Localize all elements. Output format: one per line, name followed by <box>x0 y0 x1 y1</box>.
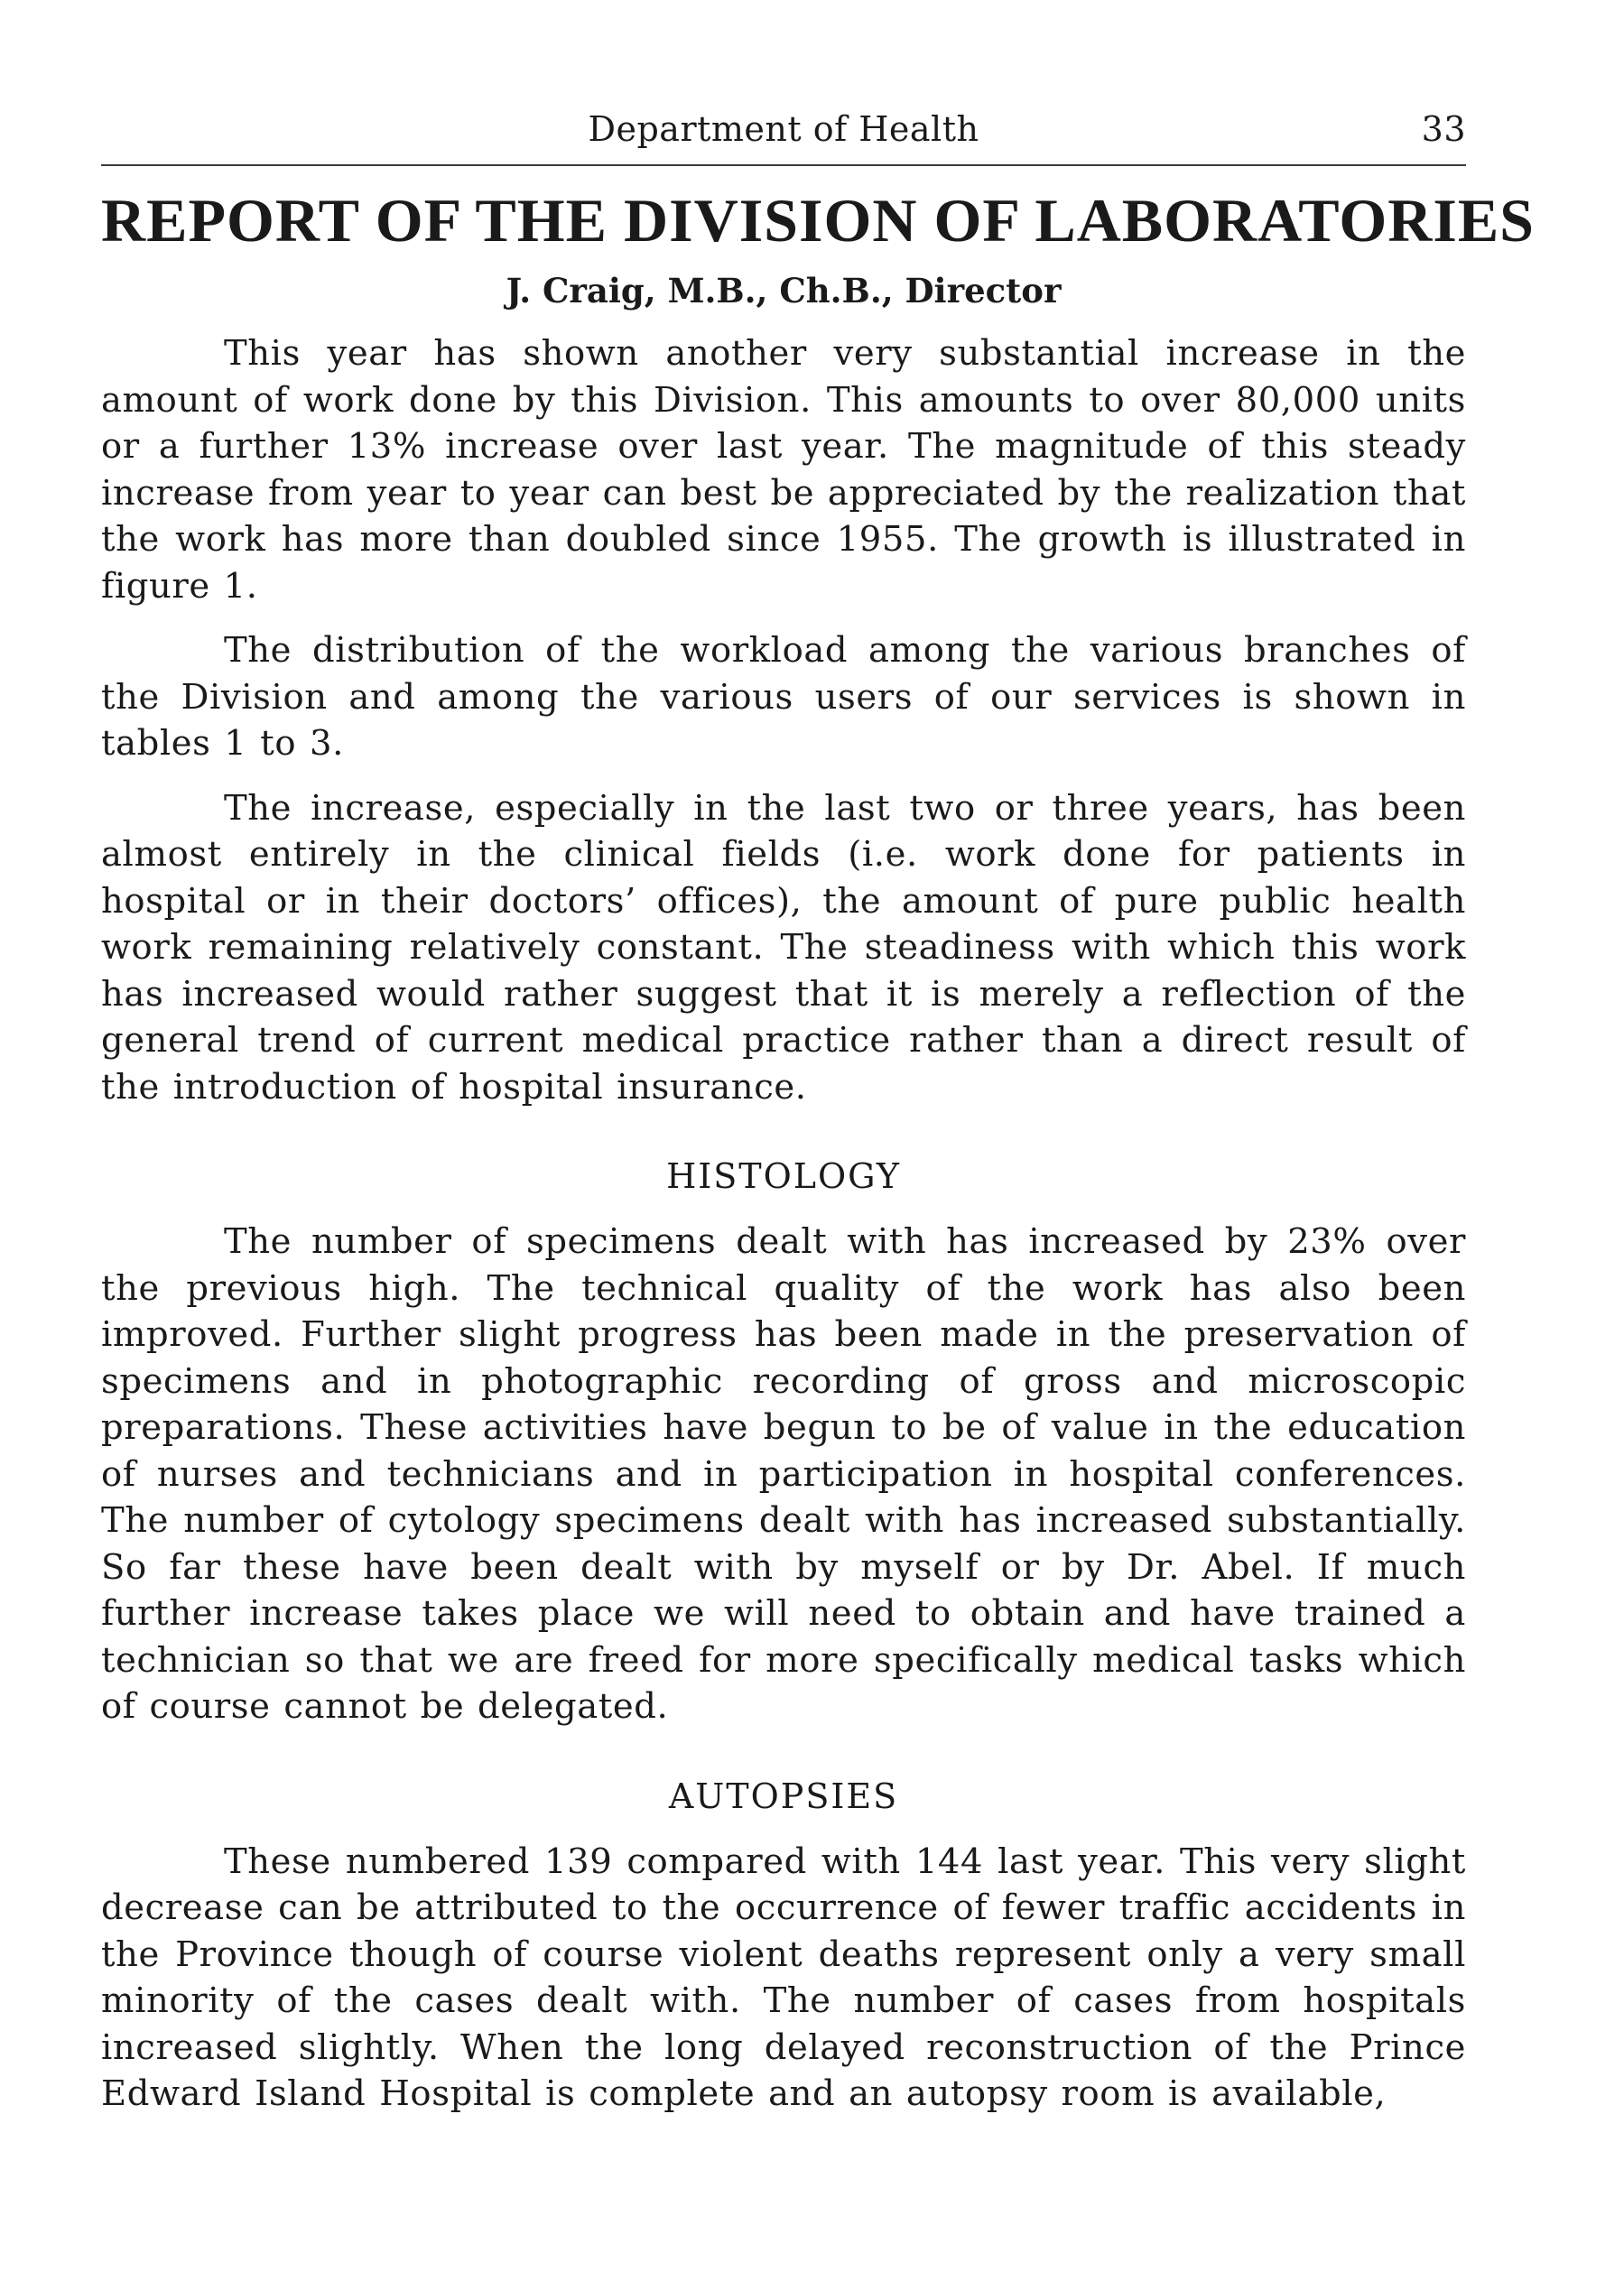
histology-paragraph: The number of specimens dealt with has increased by 23% over the previous high. The technical quality of the work has also been improved. Further slight progress has been made in the preservation of specimens and in photographic recording of gross and microscopic preparations. These activities have begun to be of value in the education of nurses and technicians and in participation in hospital conferences. The number of cytology specimens dealt with has increased substantially. So far these have been dealt with by myself or by Dr. Abel. If much further increase takes place we will need to obtain and have trained a technician so that we are freed for more specifically medical tasks which of course cannot be delegated. <box>101 1221 1466 1727</box>
autopsies-paragraph: These numbered 139 compared with 144 last year. This very slight decrease can be attributed to the occurrence of fewer traffic accidents in the Province though of course violent deaths represent only a very small minority of the cases dealt with. The number of cases from hospitals increased slightly. When the long delayed reconstruction of the Prince Edward Island Hospital is complete and an autopsy room is available, <box>101 1841 1466 2114</box>
running-header <box>101 107 1466 152</box>
page-number: 33 <box>1421 109 1466 149</box>
running-header-title: Department of Health <box>588 109 979 149</box>
section-heading-autopsies: AUTOPSIES <box>668 1776 899 1816</box>
header-rule <box>101 164 1466 166</box>
intro-paragraph: This year has shown another very substantial increase in the amount of work done by this Division. This amounts to over 80,000 units or a further 13% increase over last year. The magnitude of this steady increase from year to year can best be appreciated by the realization that the work has more than doubled since 1955. The growth is illustrated in figure 1. <box>101 333 1466 607</box>
intro-paragraph: The increase, especially in the last two or three years, has been almost entirely in the clinical fields (i.e. work done for patients in hospital or in their doctors’ offices), the amount of pure public health work remaining relatively constant. The steadiness with which this work has increased would rather suggest that it is merely a reflection of the general trend of current medical practice rather than a direct result of the introduction of hospital insurance. <box>101 787 1466 1108</box>
section-heading-histology: HISTOLOGY <box>666 1156 901 1196</box>
document-page <box>101 107 1535 2136</box>
intro-paragraph: The distribution of the workload among the various branches of the Division and among the various users of our services is shown in tables 1 to 3. <box>101 630 1466 764</box>
report-title: REPORT OF THE DIVISION OF LABORATORIES <box>101 186 1535 255</box>
report-author: J. Craig, M.B., Ch.B., Director <box>506 271 1062 311</box>
